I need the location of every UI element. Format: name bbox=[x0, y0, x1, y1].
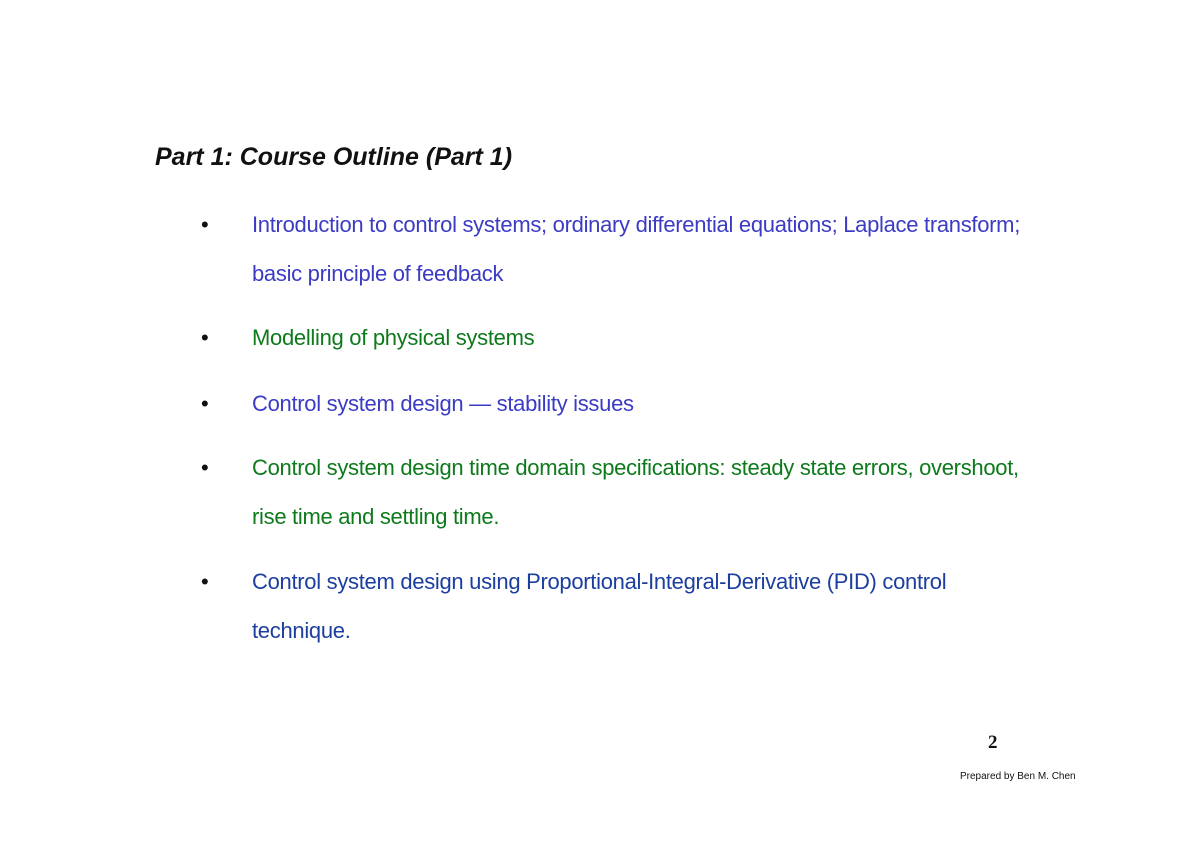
outline-item-text: Control system design time domain specifications: steady state errors, overshoot, rise time and settling time. bbox=[252, 455, 1019, 529]
bullet-icon: • bbox=[201, 455, 209, 480]
footer-credit: Prepared by Ben M. Chen bbox=[960, 771, 1076, 782]
slide-title: Part 1: Course Outline (Part 1) bbox=[155, 143, 513, 171]
page-number: 2 bbox=[988, 732, 998, 753]
outline-item-text: Introduction to control systems; ordinary differential equations; Laplace transform; basic principle of feedback bbox=[252, 212, 1021, 286]
outline-item-text: Control system design using Proportional-Integral-Derivative (PID) control technique. bbox=[252, 569, 947, 643]
bullet-icon: • bbox=[201, 569, 209, 594]
outline-item-text: Modelling of physical systems bbox=[252, 325, 535, 350]
bullet-icon: • bbox=[201, 325, 209, 350]
outline-item-text: Control system design — stability issues bbox=[252, 391, 634, 416]
bullet-icon: • bbox=[201, 391, 209, 416]
bullet-icon: • bbox=[201, 212, 209, 237]
